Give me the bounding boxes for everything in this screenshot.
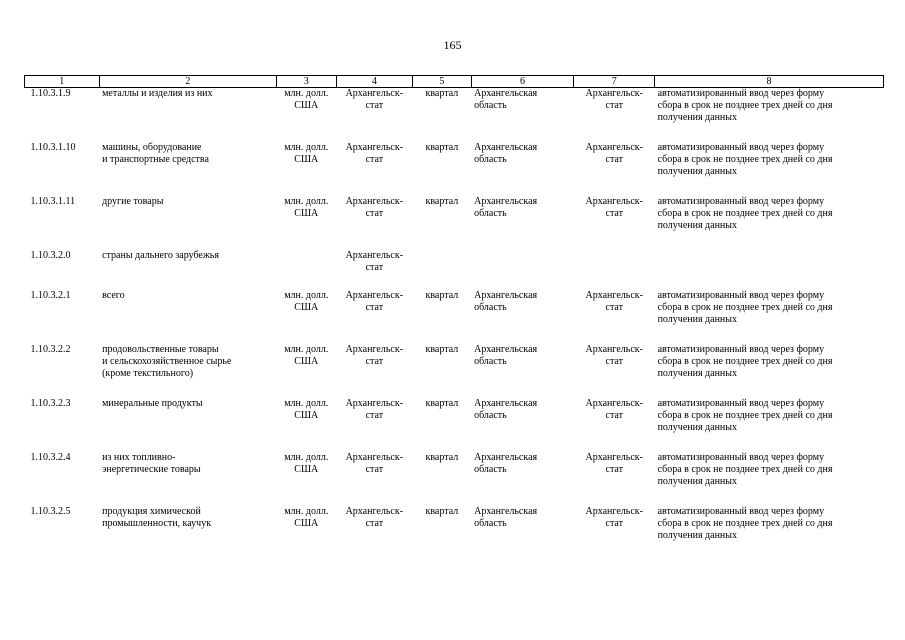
responsible-cell <box>574 196 655 250</box>
responsible-cell-text: Архангельск- стат <box>585 398 643 421</box>
indicator-table <box>24 75 884 560</box>
method-cell-text: автоматизированный ввод через форму сбора в срок не позднее трех дней со дня получения данных <box>657 142 833 177</box>
period-cell-text: квартал <box>425 196 459 207</box>
level-cell <box>471 506 574 560</box>
method-cell-text: автоматизированный ввод через форму сбора в срок не позднее трех дней со дня получения данных <box>657 506 833 541</box>
unit-cell-text: млн. долл. США <box>284 88 329 111</box>
code-cell-text: 1.10.3.1.11 <box>30 196 76 207</box>
level-cell-text: Архангельская область <box>474 344 538 367</box>
unit-cell-text: млн. долл. США <box>284 196 329 219</box>
responsible-cell <box>574 142 655 196</box>
column-header: 7 <box>574 76 655 88</box>
unit-cell <box>277 452 336 506</box>
unit-cell-text: млн. долл. США <box>284 344 329 367</box>
table-row <box>25 344 884 398</box>
code-cell-text: 1.10.3.2.4 <box>30 452 71 463</box>
responsible-cell <box>574 88 655 143</box>
name-cell <box>99 452 276 506</box>
code-cell <box>25 344 100 398</box>
period-cell-text: квартал <box>425 88 459 99</box>
table-row <box>25 506 884 560</box>
column-number-row <box>25 76 884 88</box>
table-row <box>25 452 884 506</box>
code-cell-text: 1.10.3.1.9 <box>30 88 71 99</box>
period-cell <box>413 290 471 344</box>
period-cell <box>413 398 471 452</box>
name-cell-text: продукция химической промышленности, каучук <box>102 506 212 529</box>
method-cell <box>655 344 884 398</box>
source-cell <box>336 344 413 398</box>
responsible-cell <box>574 290 655 344</box>
source-cell <box>336 196 413 250</box>
unit-cell-text: млн. долл. США <box>284 398 329 421</box>
name-cell-text: из них топливно- энергетические товары <box>102 452 201 475</box>
period-cell <box>413 452 471 506</box>
method-cell <box>655 506 884 560</box>
source-cell-text: Архангельск- стат <box>345 142 404 165</box>
responsible-cell-text: Архангельск- стат <box>585 506 643 529</box>
source-cell <box>336 452 413 506</box>
level-cell <box>471 88 574 143</box>
level-cell <box>471 344 574 398</box>
period-cell-text: квартал <box>425 506 459 517</box>
name-cell-text: металлы и изделия из них <box>102 88 213 99</box>
table-row <box>25 196 884 250</box>
table-row <box>25 398 884 452</box>
source-cell-text: Архангельск- стат <box>345 196 404 219</box>
responsible-cell <box>574 344 655 398</box>
unit-cell <box>277 398 336 452</box>
responsible-cell <box>574 398 655 452</box>
name-cell-text: другие товары <box>102 196 164 207</box>
method-cell <box>655 250 884 290</box>
source-cell-text: Архангельск- стат <box>345 344 404 367</box>
code-cell-text: 1.10.3.2.0 <box>30 250 71 261</box>
level-cell-text: Архангельская область <box>474 398 538 421</box>
name-cell-text: минеральные продукты <box>102 398 203 409</box>
level-cell-text: Архангельская область <box>474 452 538 475</box>
unit-cell-text: млн. долл. США <box>284 142 329 165</box>
period-cell-text: квартал <box>425 290 459 301</box>
source-cell-text: Архангельск- стат <box>345 88 404 111</box>
source-cell-text: Архангельск- стат <box>345 452 404 475</box>
unit-cell <box>277 344 336 398</box>
period-cell <box>413 142 471 196</box>
code-cell <box>25 250 100 290</box>
code-cell-text: 1.10.3.2.5 <box>30 506 71 517</box>
level-cell-text: Архангельская область <box>474 88 538 111</box>
method-cell <box>655 142 884 196</box>
column-header: 5 <box>413 76 471 88</box>
unit-cell-text: млн. долл. США <box>284 290 329 313</box>
unit-cell-text: млн. долл. США <box>284 506 329 529</box>
level-cell <box>471 142 574 196</box>
name-cell-text: страны дальнего зарубежья <box>102 250 219 261</box>
source-cell <box>336 290 413 344</box>
code-cell-text: 1.10.3.2.2 <box>30 344 71 355</box>
responsible-cell-text: Архангельск- стат <box>585 344 643 367</box>
period-cell-text: квартал <box>425 452 459 463</box>
level-cell-text: Архангельская область <box>474 196 538 219</box>
method-cell-text: автоматизированный ввод через форму сбора в срок не позднее трех дней со дня получения данных <box>657 452 833 487</box>
code-cell-text: 1.10.3.2.3 <box>30 398 71 409</box>
period-cell-text: квартал <box>425 344 459 355</box>
code-cell-text: 1.10.3.2.1 <box>30 290 71 301</box>
responsible-cell <box>574 250 655 290</box>
name-cell <box>99 196 276 250</box>
unit-cell <box>277 290 336 344</box>
name-cell <box>99 142 276 196</box>
name-cell <box>99 398 276 452</box>
responsible-cell-text: Архангельск- стат <box>585 290 643 313</box>
method-cell-text: автоматизированный ввод через форму сбора в срок не позднее трех дней со дня получения данных <box>657 88 833 123</box>
level-cell-text: Архангельская область <box>474 142 538 165</box>
column-header: 3 <box>277 76 336 88</box>
responsible-cell <box>574 506 655 560</box>
period-cell <box>413 250 471 290</box>
source-cell-text: Архангельск- стат <box>345 290 404 313</box>
method-cell-text: автоматизированный ввод через форму сбора в срок не позднее трех дней со дня получения данных <box>657 196 833 231</box>
responsible-cell-text: Архангельск- стат <box>585 88 643 111</box>
method-cell <box>655 290 884 344</box>
code-cell-text: 1.10.3.1.10 <box>30 142 76 153</box>
code-cell <box>25 398 100 452</box>
column-header: 4 <box>336 76 413 88</box>
table-row <box>25 290 884 344</box>
name-cell <box>99 506 276 560</box>
name-cell-text: продовольственные товары и сельскохозяйственное сырье (кроме текстильного) <box>102 344 232 379</box>
period-cell <box>413 88 471 143</box>
method-cell <box>655 88 884 143</box>
source-cell <box>336 398 413 452</box>
period-cell-text: квартал <box>425 142 459 153</box>
table-row <box>25 88 884 143</box>
period-cell <box>413 506 471 560</box>
responsible-cell-text: Архангельск- стат <box>585 142 643 165</box>
method-cell-text: автоматизированный ввод через форму сбора в срок не позднее трех дней со дня получения данных <box>657 398 833 433</box>
responsible-cell <box>574 452 655 506</box>
code-cell <box>25 290 100 344</box>
method-cell <box>655 196 884 250</box>
name-cell-text: машины, оборудование и транспортные средства <box>102 142 209 165</box>
unit-cell <box>277 196 336 250</box>
source-cell <box>336 88 413 143</box>
name-cell <box>99 250 276 290</box>
period-cell <box>413 196 471 250</box>
level-cell <box>471 398 574 452</box>
unit-cell <box>277 88 336 143</box>
page-number: 165 <box>443 38 462 52</box>
unit-cell <box>277 250 336 290</box>
column-header: 1 <box>25 76 100 88</box>
table-row <box>25 142 884 196</box>
method-cell <box>655 452 884 506</box>
level-cell-text: Архангельская область <box>474 506 538 529</box>
responsible-cell-text: Архангельск- стат <box>585 196 643 219</box>
unit-cell <box>277 506 336 560</box>
column-header: 2 <box>99 76 276 88</box>
source-cell <box>336 142 413 196</box>
method-cell <box>655 398 884 452</box>
source-cell <box>336 506 413 560</box>
level-cell <box>471 250 574 290</box>
code-cell <box>25 88 100 143</box>
name-cell <box>99 88 276 143</box>
unit-cell <box>277 142 336 196</box>
code-cell <box>25 506 100 560</box>
responsible-cell-text: Архангельск- стат <box>585 452 643 475</box>
source-cell-text: Архангельск- стат <box>345 506 404 529</box>
source-cell-text: Архангельск- стат <box>345 250 404 273</box>
name-cell <box>99 290 276 344</box>
column-header: 8 <box>655 76 884 88</box>
source-cell-text: Архангельск- стат <box>345 398 404 421</box>
level-cell-text: Архангельская область <box>474 290 538 313</box>
period-cell-text: квартал <box>425 398 459 409</box>
table-row <box>25 250 884 290</box>
level-cell <box>471 196 574 250</box>
name-cell <box>99 344 276 398</box>
period-cell <box>413 344 471 398</box>
code-cell <box>25 452 100 506</box>
level-cell <box>471 290 574 344</box>
column-header: 6 <box>471 76 574 88</box>
code-cell <box>25 196 100 250</box>
method-cell-text: автоматизированный ввод через форму сбора в срок не позднее трех дней со дня получения данных <box>657 344 833 379</box>
code-cell <box>25 142 100 196</box>
source-cell <box>336 250 413 290</box>
unit-cell-text: млн. долл. США <box>284 452 329 475</box>
level-cell <box>471 452 574 506</box>
name-cell-text: всего <box>102 290 125 301</box>
method-cell-text: автоматизированный ввод через форму сбора в срок не позднее трех дней со дня получения данных <box>657 290 833 325</box>
